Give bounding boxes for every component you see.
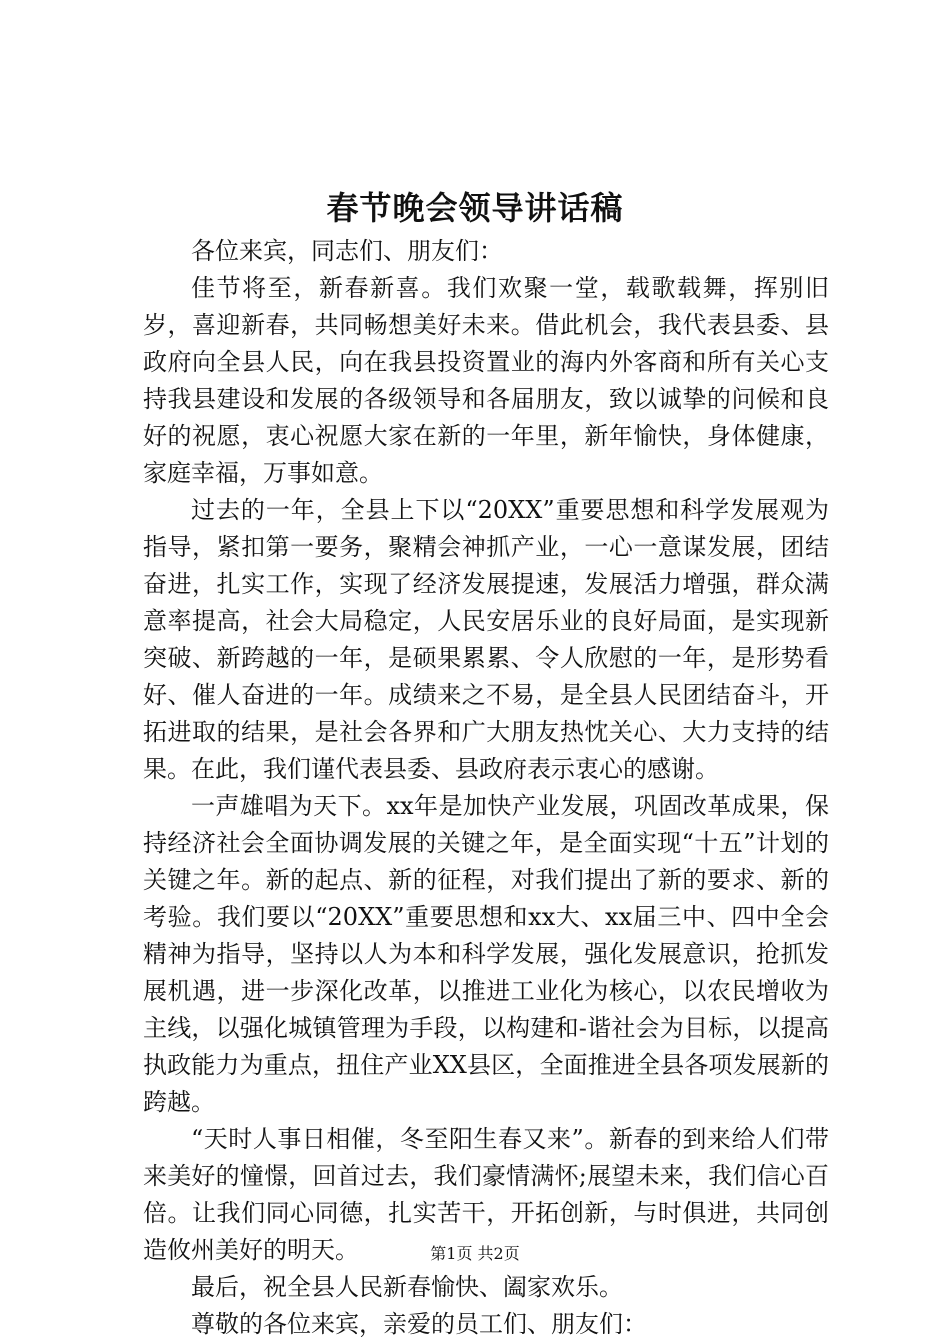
body-paragraph: 佳节将至，新春新喜。我们欢聚一堂，载歌载舞，挥别旧岁，喜迎新春，共同畅想美好未来。借此机会，我代表县委、县政府向全县人民，向在我县投资置业的海内外客商和所有关心支持我县建设和发展的各级领导和各届朋友，致以诚挚的问候和良好的祝愿，衷心祝愿大家在新的一年里，新年愉快，身体健康，家庭幸福，万事如意。 bbox=[143, 274, 829, 487]
body-paragraph: 最后，祝全县人民新春愉快、阖家欢乐。 bbox=[191, 1273, 623, 1301]
page-number: 第1页 共2页 bbox=[430, 1244, 520, 1263]
document-body bbox=[143, 233, 829, 1343]
body-paragraph: 一声雄唱为天下。xx年是加快产业发展，巩固改革成果，保持经济社会全面协调发展的关键之年，是全面实现“十五”计划的关键之年。新的起点、新的征程，对我们提出了新的要求、新的考验。我们要以“20XX”重要思想和xx大、xx届三中、四中全会精神为指导，坚持以人为本和科学发展，强化发展意识，抢抓发展机遇，进一步深化改革，以推进工业化为核心，以农民增收为主线，以强化城镇管理为手段，以构建和-谐社会为目标，以提高执政能力为重点，扭住产业XX县区，全面推进全县各项发展新的跨越。 bbox=[143, 792, 829, 1116]
document-title: 春节晚会领导讲话稿 bbox=[326, 189, 624, 227]
body-paragraph: 过去的一年，全县上下以“20XX”重要思想和科学发展观为指导，紧扣第一要务，聚精会神抓产业，一心一意谋发展，团结奋进，扎实工作，实现了经济发展提速，发展活力增强，群众满意率提高，社会大局稳定，人民安居乐业的良好局面，是实现新突破、新跨越的一年，是硕果累累、令人欣慰的一年，是形势看好、催人奋进的一年。成绩来之不易，是全县人民团结奋斗，开拓进取的结果，是社会各界和广大朋友热忱关心、大力支持的结果。在此，我们谨代表县委、县政府表示衷心的感谢。 bbox=[143, 496, 829, 783]
greeting-paragraph: 各位来宾，同志们、朋友们： bbox=[191, 237, 503, 265]
body-paragraph: 尊敬的各位来宾，亲爱的员工们、朋友们： bbox=[191, 1310, 647, 1338]
body-paragraph: “天时人事日相催，冬至阳生春又来”。新春的到来给人们带来美好的憧憬，回首过去，我们豪情满怀;展望未来，我们信心百倍。让我们同心同德，扎实苦干，开拓创新，与时俱进，共同创造攸州美好的明天。 bbox=[143, 1125, 829, 1264]
page-footer bbox=[0, 1243, 950, 1265]
